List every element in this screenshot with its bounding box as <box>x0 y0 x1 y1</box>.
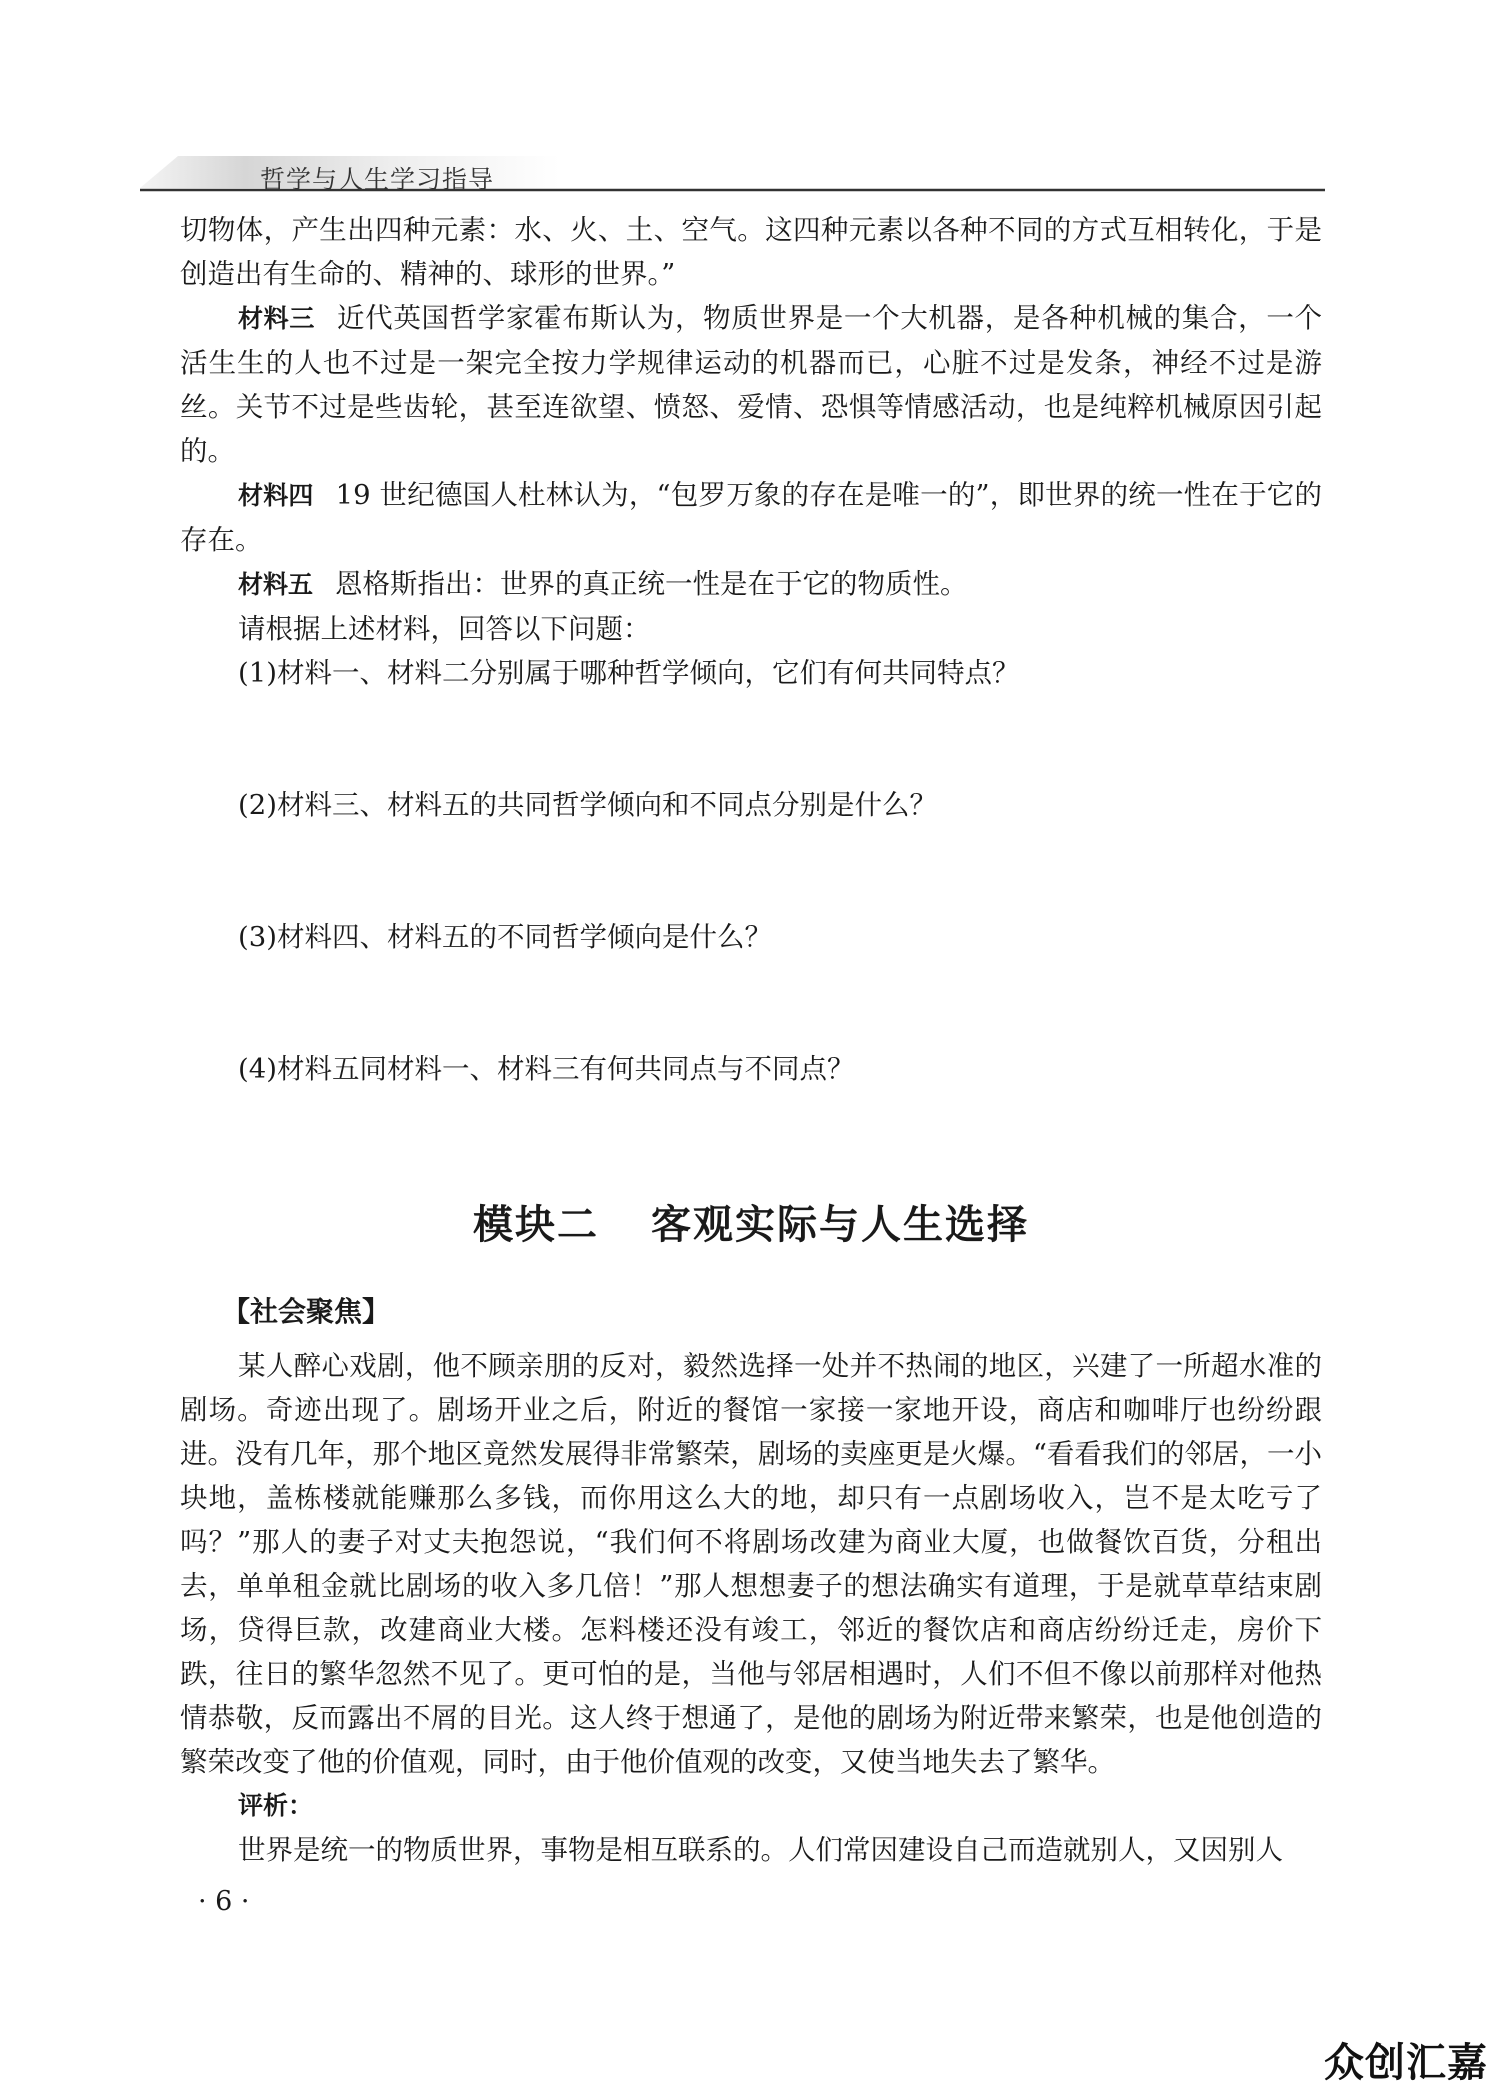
analysis-label: 评析： <box>238 1791 314 1820</box>
question-prompt: 请根据上述材料，回答以下问题： <box>238 613 651 645</box>
page-number: · 6 · <box>198 1886 250 1917</box>
section-heading: 【社会聚焦】 <box>222 1295 391 1328</box>
answer-space <box>180 959 1322 1047</box>
page-content <box>180 208 1322 1872</box>
material-three-label: 材料三 <box>238 304 315 333</box>
story-paragraph: 某人醉心戏剧，他不顾亲朋的反对，毅然选择一处并不热闹的地区，兴建了一所超水准的剧场。奇迹出现了。剧场开业之后，附近的餐馆一家接一家地开设，商店和咖啡厅也纷纷跟进。没有几年，那个地区竟然发展得非常繁荣，剧场的卖座更是火爆。“看看我们的邻居，一小块地，盖栋楼就能赚那么多钱，而你用这么大的地，却只有一点剧场收入，岂不是太吃亏了吗？”那人的妻子对丈夫抱怨说，“我们何不将剧场改建为商业大厦，也做餐饮百货，分租出去，单单租金就比剧场的收入多几倍！”那人想想妻子的想法确实有道理，于是就草草结束剧场，贷得巨款，改建商业大楼。怎料楼还没有竣工，邻近的餐饮店和商店纷纷迁走，房价下跌，往日的繁华忽然不见了。更可怕的是，当他与邻居相遇时，人们不但不像以前那样对他热情恭敬，反而露出不屑的目光。这人终于想通了，是他的剧场为附近带来繁荣，也是他创造的繁荣改变了他的价值观，同时，由于他价值观的改变，又使当地失去了繁华。 <box>180 1350 1322 1778</box>
module-title <box>180 1193 1322 1250</box>
material-four-text: 19 世纪德国人杜林认为，“包罗万象的存在是唯一的”，即世界的统一性在于它的存在。 <box>180 479 1322 556</box>
running-header-title: 哲学与人生学习指导 <box>260 165 495 194</box>
material-five <box>180 562 1322 607</box>
material-five-label: 材料五 <box>238 570 314 599</box>
question-4: (4)材料五同材料一、材料三有何共同点与不同点？ <box>238 1053 855 1085</box>
question-1: (1)材料一、材料二分别属于哪种哲学倾向，它们有何共同特点？ <box>238 657 1020 689</box>
answer-space <box>180 695 1322 783</box>
material-four-label: 材料四 <box>238 481 314 510</box>
material-three-text: 近代英国哲学家霍布斯认为，物质世界是一个大机器，是各种机械的集合，一个活生生的人也不过是一架完全按力学规律运动的机器而已，心脏不过是发条，神经不过是游丝。关节不过是些齿轮，甚至连欲望、愤怒、爱情、恐惧等情感活动，也是纯粹机械原因引起的。 <box>180 302 1322 467</box>
continued-paragraph: 切物体，产生出四种元素：水、火、土、空气。这四种元素以各种不同的方式互相转化，于是创造出有生命的、精神的、球形的世界。” <box>180 214 1322 290</box>
module-number: 模块二 <box>473 1202 599 1248</box>
answer-space <box>180 827 1322 915</box>
watermark-logo: 众创汇嘉 <box>1324 2040 1488 2086</box>
material-four <box>180 473 1322 562</box>
material-five-text: 恩格斯指出：世界的真正统一性是在于它的物质性。 <box>335 568 968 600</box>
module-name: 客观实际与人生选择 <box>651 1202 1029 1248</box>
material-three <box>180 296 1322 473</box>
question-2: (2)材料三、材料五的共同哲学倾向和不同点分别是什么？ <box>238 789 937 821</box>
question-3: (3)材料四、材料五的不同哲学倾向是什么？ <box>238 921 772 953</box>
analysis-paragraph: 世界是统一的物质世界，事物是相互联系的。人们常因建设自己而造就别人，又因别人 <box>238 1834 1283 1866</box>
